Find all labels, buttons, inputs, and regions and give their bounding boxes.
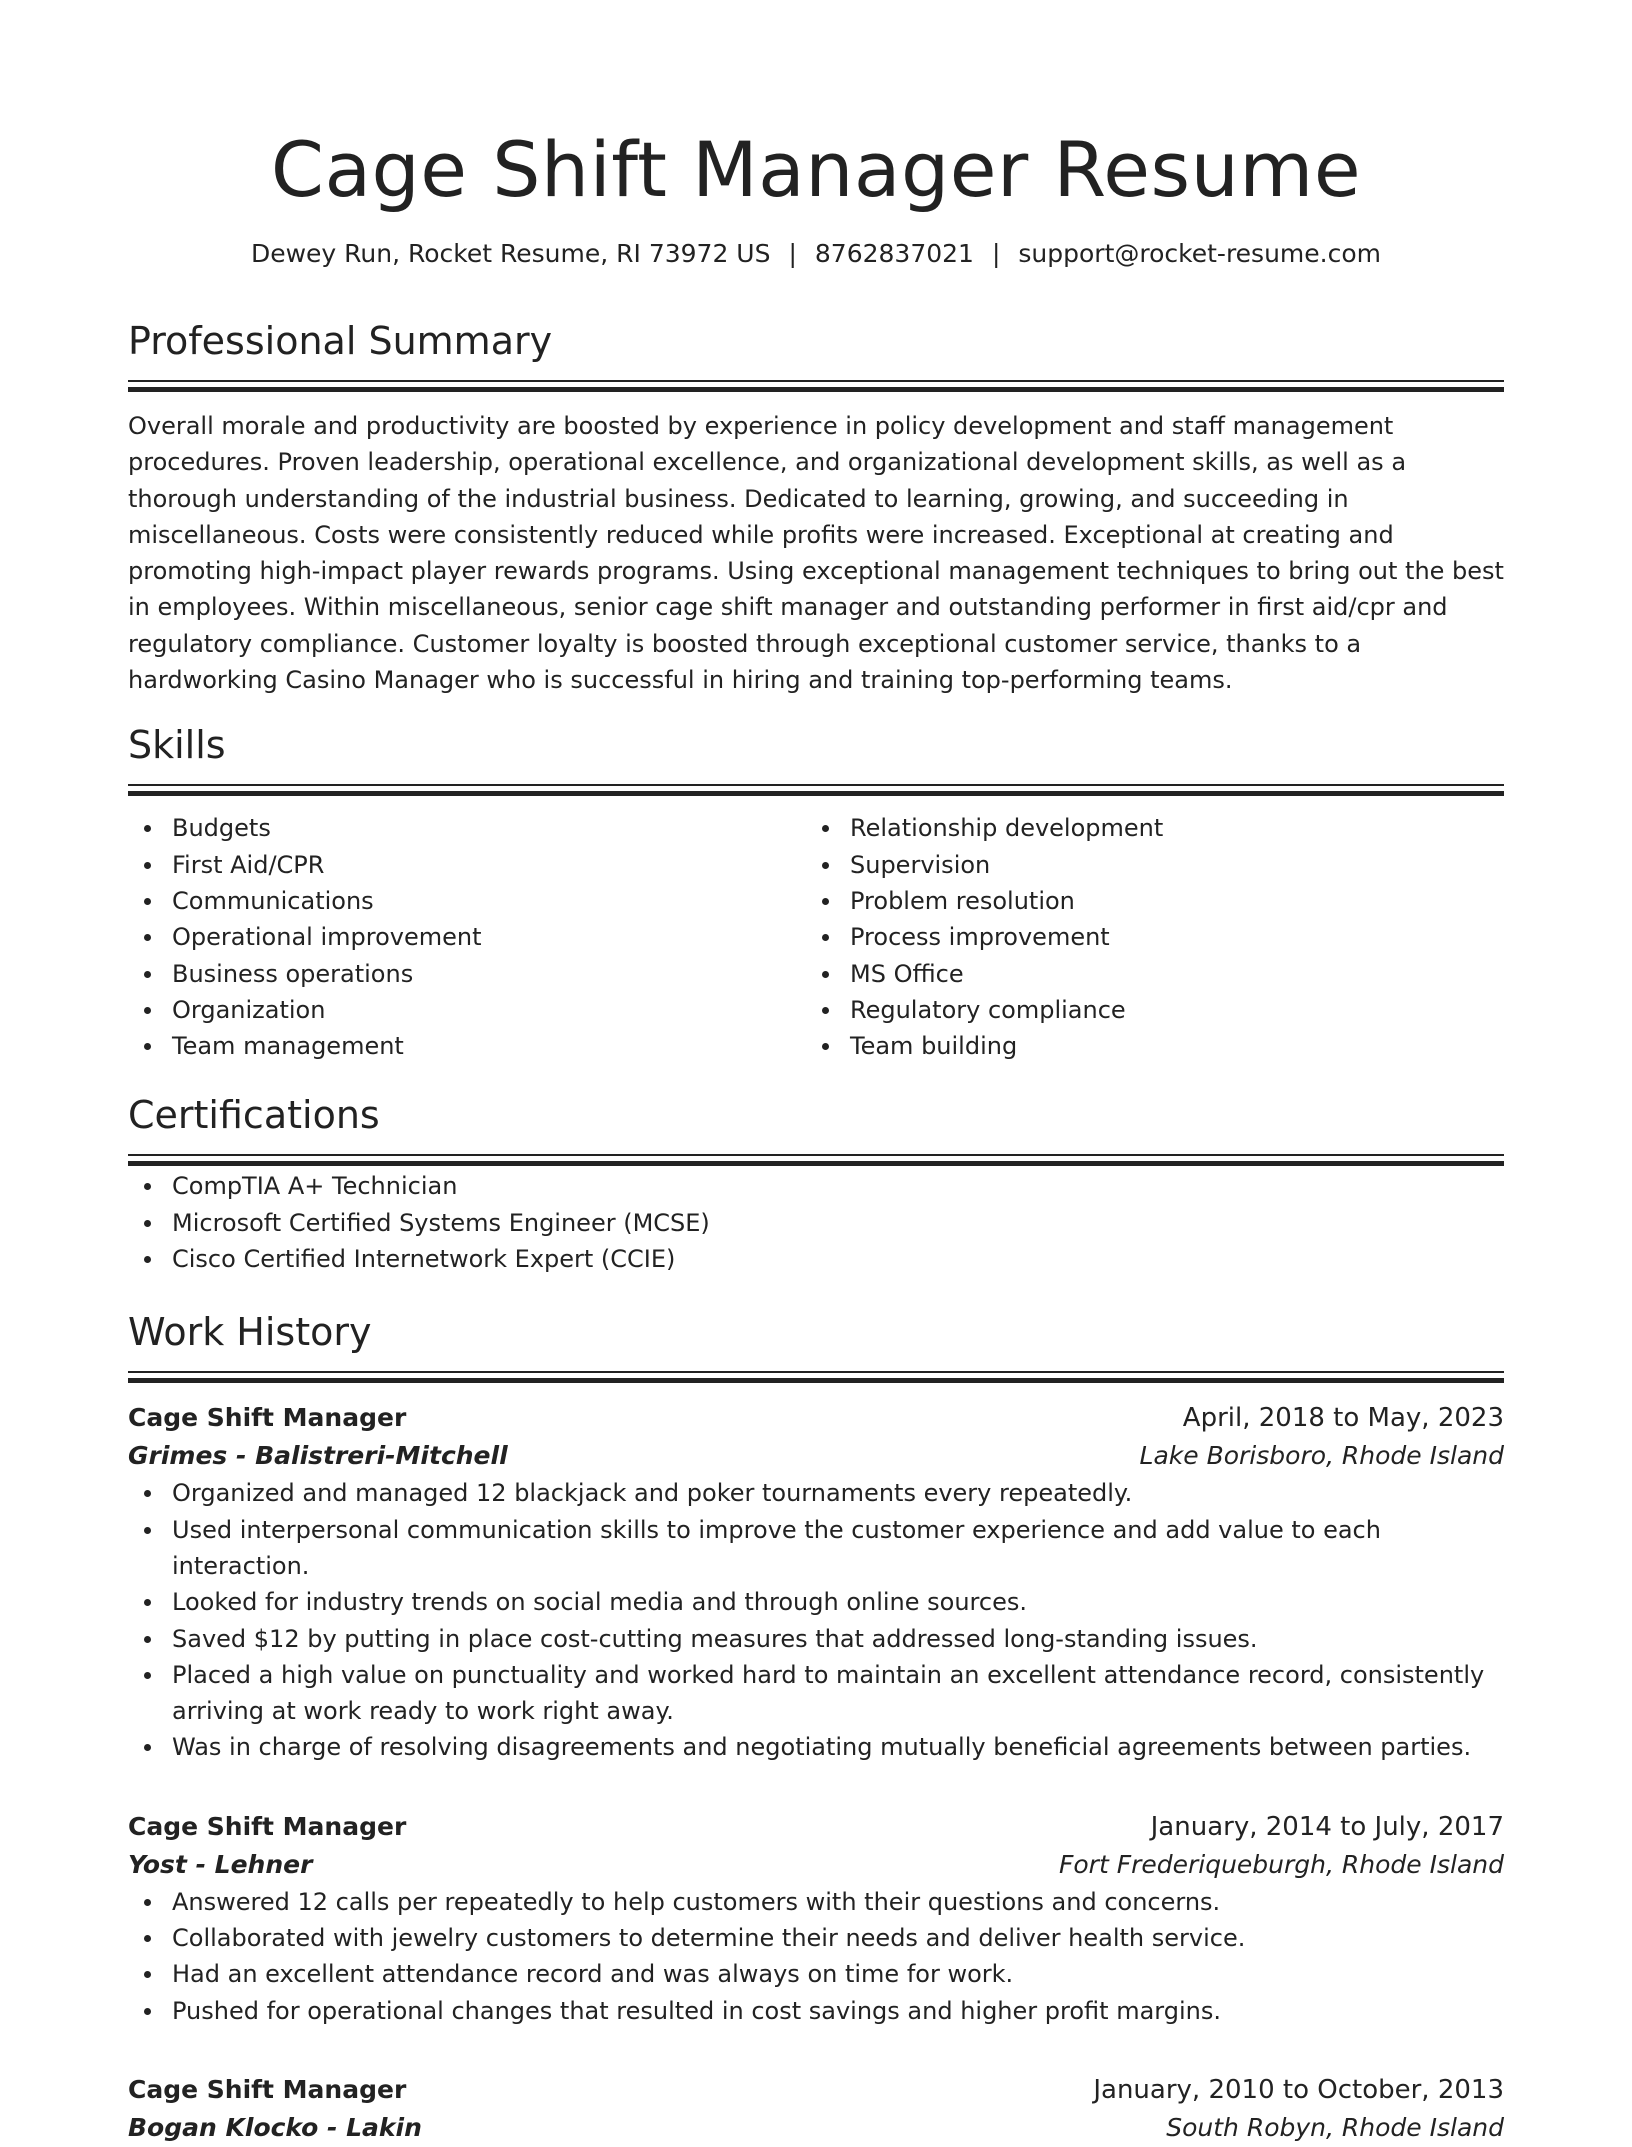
skill-item: First Aid/CPR [128, 847, 806, 883]
job-company-row [128, 1437, 1504, 1475]
job-duties-list [128, 1884, 1504, 2029]
contact-separator: | [788, 239, 797, 268]
skill-item: Organization [128, 992, 806, 1028]
contact-email: support@rocket-resume.com [1018, 239, 1382, 268]
skill-item: Problem resolution [806, 883, 1484, 919]
skills-section [128, 722, 1504, 1064]
contact-address: Dewey Run, Rocket Resume, RI 73972 US [250, 239, 771, 268]
skills-list-left [128, 810, 806, 1064]
certifications-section [128, 1092, 1504, 1277]
job-duty: Used interpersonal communication skills to improve the customer experience and add value to each interaction. [128, 1512, 1504, 1585]
contact-line [128, 238, 1504, 270]
job-duty: Saved $12 by putting in place cost-cutting measures that addressed long-standing issues. [128, 1621, 1504, 1657]
section-divider [128, 784, 1504, 798]
job-duties-list [128, 1475, 1504, 1765]
skills-columns [128, 810, 1504, 1064]
certification-item: Microsoft Certified Systems Engineer (MCSE) [128, 1205, 1504, 1241]
job-company: Grimes - Balistreri-Mitchell [128, 1441, 508, 1471]
skills-list-right [806, 810, 1484, 1064]
job-duty: Had an excellent attendance record and was always on time for work. [128, 1956, 1504, 1992]
skill-item: Team building [806, 1028, 1484, 1064]
skill-item: Supervision [806, 847, 1484, 883]
job-company: Bogan Klocko - Lakin [128, 2112, 422, 2142]
job-duty: Collaborated with jewelry customers to determine their needs and deliver health service. [128, 1920, 1504, 1956]
section-divider [128, 1371, 1504, 1385]
certification-item: CompTIA A+ Technician [128, 1168, 1504, 1204]
skill-item: MS Office [806, 956, 1484, 992]
summary-section [128, 318, 1504, 698]
summary-heading: Professional Summary [128, 319, 553, 363]
skill-item: Team management [128, 1028, 806, 1064]
job-title: Cage Shift Manager [128, 2074, 407, 2104]
contact-separator: | [991, 239, 1001, 268]
job-dates: April, 2018 to May, 2023 [1182, 1403, 1504, 1434]
contact-phone: 8762837021 [814, 239, 974, 268]
job-duty: Answered 12 calls per repeatedly to help customers with their questions and concerns. [128, 1884, 1504, 1920]
job-company-row [128, 2109, 1504, 2147]
job-location: Fort Frederiqueburgh, Rhode Island [1059, 1849, 1504, 1879]
job-title: Cage Shift Manager [128, 1403, 407, 1433]
skill-item: Operational improvement [128, 919, 806, 955]
job-duty: Was in charge of resolving disagreements and negotiating mutually beneficial agreements between parties. [128, 1729, 1504, 1765]
job-company: Yost - Lehner [128, 1849, 313, 1879]
job-company-row [128, 1846, 1504, 1884]
job-duty: Pushed for operational changes that resulted in cost savings and higher profit margins. [128, 1993, 1504, 2029]
job-title: Cage Shift Manager [128, 1811, 407, 1841]
skill-item: Budgets [128, 810, 806, 846]
job-dates: January, 2010 to October, 2013 [1093, 2074, 1504, 2105]
certifications-heading: Certifications [128, 1093, 380, 1138]
resume-title: Cage Shift Manager Resume [270, 125, 1362, 214]
skill-item: Regulatory compliance [806, 992, 1484, 1028]
job-entry [128, 1399, 1504, 1765]
job-dates: January, 2014 to July, 2017 [1150, 1811, 1504, 1842]
job-entry [128, 2071, 1504, 2147]
skill-item: Process improvement [806, 919, 1484, 955]
job-duty: Looked for industry trends on social media and through online sources. [128, 1584, 1504, 1620]
skill-item: Business operations [128, 956, 806, 992]
job-location: South Robyn, Rhode Island [1166, 2112, 1504, 2142]
job-location: Lake Borisboro, Rhode Island [1139, 1441, 1504, 1471]
skill-item: Relationship development [806, 810, 1484, 846]
job-header-row [128, 1399, 1504, 1437]
job-entry [128, 1808, 1504, 2029]
job-header-row [128, 2071, 1504, 2109]
job-duty: Organized and managed 12 blackjack and poker tournaments every repeatedly. [128, 1475, 1504, 1511]
work-history-heading: Work History [128, 1310, 372, 1355]
skill-item: Communications [128, 883, 806, 919]
certification-item: Cisco Certified Internetwork Expert (CCIE) [128, 1241, 1504, 1277]
summary-text: Overall morale and productivity are boosted by experience in policy development and staff management procedures. Proven leadership, operational excellence, and organizational development skills, as well as a thorough understanding of the industrial business. Dedicated to learning, growing, and succeeding in miscellaneous. Costs were consistently reduced while profits were increased. Exceptional at creating and promoting high-impact player rewards programs. Using exceptional management techniques to bring out the best in employees. Within miscellaneous, senior cage shift manager and outstanding performer in first aid/cpr and regulatory compliance. Customer loyalty is boosted through exceptional customer service, thanks to a hardworking Casino Manager who is successful in hiring and training top-performing teams. [128, 412, 1504, 695]
job-header-row [128, 1808, 1504, 1846]
job-duty: Placed a high value on punctuality and worked hard to maintain an excellent attendance record, consistently arriving at work ready to work right away. [128, 1657, 1504, 1730]
section-divider [128, 380, 1504, 394]
work-history-section [128, 1309, 1504, 2147]
certifications-list [128, 1168, 1504, 1277]
skills-heading: Skills [128, 723, 226, 768]
section-divider [128, 1154, 1504, 1168]
resume-page [128, 0, 1504, 2147]
